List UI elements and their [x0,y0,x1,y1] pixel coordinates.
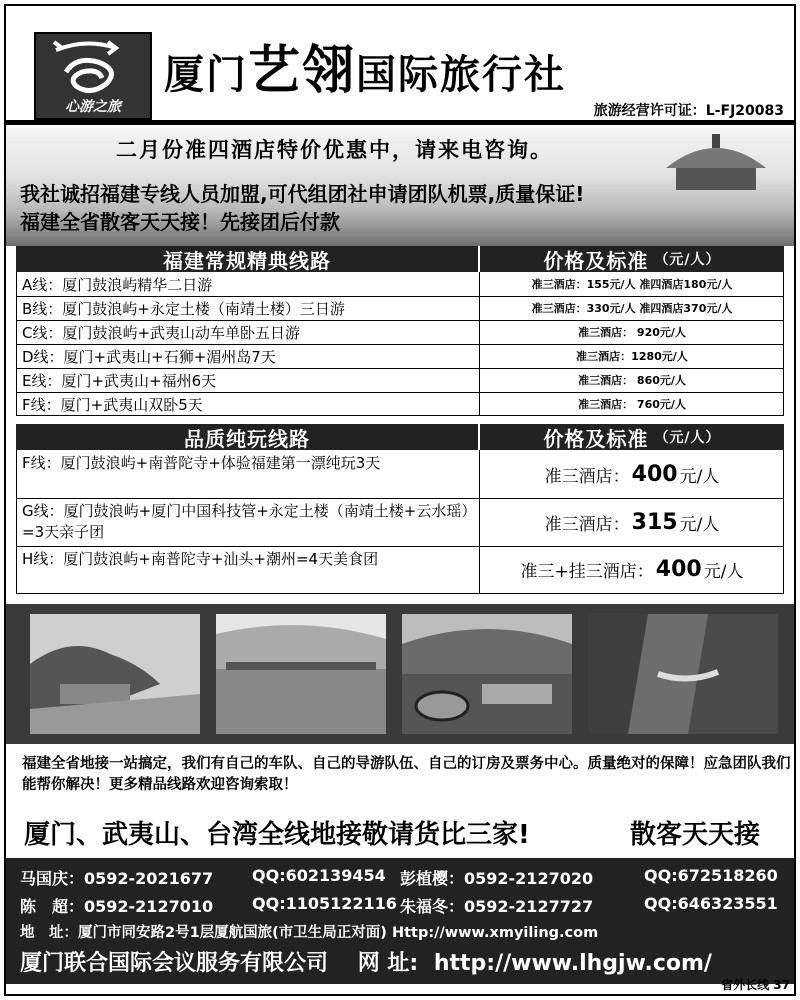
regular-price-unit: （元/人） [654,252,721,268]
contact-chen-phone: 陈 超：0592-2127010 [20,897,214,916]
quality-price-g-label: 准三酒店： [544,514,630,535]
contact-ma-qq: QQ:602139454 [252,866,386,885]
contact-zhu-qq: QQ:646323551 [644,894,778,913]
quality-price-g-unit: 元/人 [679,514,720,535]
quality-price-unit: （元/人） [654,430,721,446]
recruit-line-1: 我社诚招福建专线人员加盟,可代组团社申请团队机票,质量保证! [20,182,585,206]
banner [6,128,794,246]
photo-strip [6,604,794,744]
quality-price-title: 价格及标准 [543,426,649,451]
contact-address: 地 址：厦门市同安路2号1层厦航国旅(市卫生局正对面) Http://www.xmyiling.com [20,925,599,941]
quality-price-header [480,424,784,450]
quality-price-f-unit: 元/人 [679,466,720,487]
footer-web-label: 网 址: [357,951,419,976]
quality-price-h-unit: 元/人 [703,562,744,582]
company-name [164,28,566,103]
quality-price-g [480,498,784,546]
contact-peng-qq: QQ:672518260 [644,866,778,885]
quality-price-h-amount: 400 [655,557,702,582]
regular-price-a: 准三酒店：155元/人 准四酒店180元/人 [531,278,733,291]
contact-chen-qq: QQ:1105122116 [252,894,397,913]
company-suffix: 国际旅行社 [356,52,567,98]
pavilion-icon [656,128,776,198]
regular-route-c: C线：厦门鼓浪屿+武夷山动车单卧五日游 [22,323,301,342]
regular-title: 福建常规精典线路 [16,246,478,272]
quality-price-f-amount: 400 [631,461,678,487]
regular-route-f: F线：厦门+武夷山双卧5天 [22,395,203,414]
quality-route-g: G线：厦门鼓浪屿+厦门中国科技管+永定土楼（南靖土楼+云水瑶）=3天亲子团 [22,502,469,541]
company-brand: 艺翎 [248,41,357,101]
photo-waterfront [216,614,386,734]
regular-price-e: 准三酒店： 860元/人 [578,374,686,387]
quality-price-f-label: 准三酒店： [544,466,630,487]
header-divider [6,120,794,125]
quality-price-g-amount: 315 [631,509,678,535]
license-number: 旅游经营许可证：L-FJ20083 [593,103,784,119]
photo-gulangyu [30,614,200,734]
regular-price-d: 准三酒店：1280元/人 [576,350,688,363]
regular-route-d: D线：厦门+武夷山+石狮+湄州岛7天 [22,347,276,366]
advert-page [4,4,796,996]
header [6,6,794,124]
quality-price-h-label: 准三+挂三酒店： [520,562,654,582]
quality-title: 品质纯玩线路 [16,424,478,450]
contact-block [6,858,794,984]
contact-zhu-phone: 朱福冬：0592-2127727 [400,897,594,916]
regular-route-e: E线：厦门+武夷山+福州6天 [22,371,217,390]
regular-route-a: A线：厦门鼓浪屿精华二日游 [22,275,213,294]
swirl-logo-icon [46,38,140,102]
footer-company: 厦门联合国际会议服务有限公司 [20,951,329,976]
company-logo [34,32,152,120]
slogan-main: 厦门、武夷山、台湾全线地接敬请货比三家! [24,820,530,850]
footer-line [20,946,712,977]
photo-tulou [402,614,572,734]
regular-price-b: 准三酒店：330元/人 准四酒店370元/人 [531,302,733,315]
logo-caption: 心游之旅 [65,99,121,115]
footer-website-link[interactable]: http://www.lhgjw.com/ [433,951,712,976]
recruit-line-2: 福建全省散客天天接！先接团后付款 [20,210,340,234]
promo-text: 二月份准四酒店特价优惠中，请来电咨询。 [116,138,553,162]
regular-price-c: 准三酒店： 920元/人 [578,326,686,339]
quality-route-h: H线：厦门鼓浪屿+南普陀寺+汕头+潮州=4天美食团 [22,550,379,568]
regular-price-header [480,246,784,272]
photo-wuyishan [588,614,778,734]
service-note: 福建全省地接一站搞定，我们有自己的车队、自己的导游队伍、自己的订房及票务中心。质量绝对的保障！应急团队我们能帮你解决！更多精品线路欢迎咨询索取！ [22,756,791,793]
contact-peng-phone: 彭植樱：0592-2127020 [400,869,594,888]
quality-price-f [480,450,784,498]
regular-price-f: 准三酒店： 760元/人 [578,398,686,411]
slogan-side: 散客天天接 [630,820,761,850]
quality-price-h [480,546,784,593]
contact-ma-phone: 马国庆：0592-2021677 [20,869,214,888]
quality-route-f: F线：厦门鼓浪屿+南普陀寺+体验福建第一漂纯玩3天 [22,454,381,472]
regular-price-title: 价格及标准 [543,248,649,273]
recruit-text [20,180,584,236]
regular-route-b: B线：厦门鼓浪屿+永定土楼（南靖土楼）三日游 [22,299,345,318]
page-label: 省外长线 37 [721,978,790,992]
company-prefix: 厦门 [164,52,248,98]
